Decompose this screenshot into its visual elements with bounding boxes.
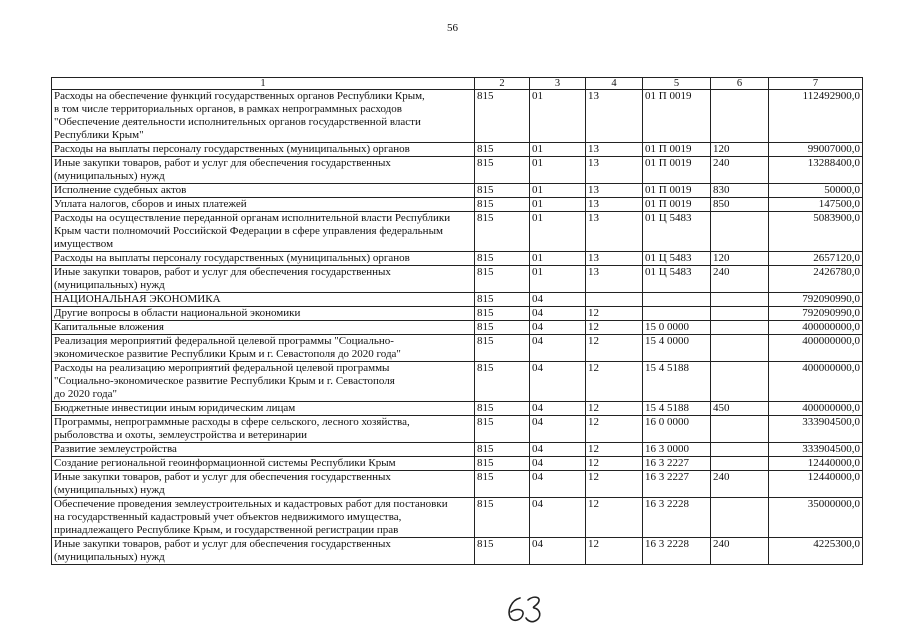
section-code-cell: 04: [530, 538, 586, 565]
amount-cell: 112492900,0: [769, 90, 863, 143]
subsection-code-cell: 12: [586, 457, 643, 471]
amount-cell: 12440000,0: [769, 471, 863, 498]
subsection-code-cell: 13: [586, 252, 643, 266]
target-article-cell: 01 П 0019: [643, 90, 711, 143]
table-row: [52, 335, 863, 362]
subsection-code-cell: 13: [586, 266, 643, 293]
row-name-cell: Иные закупки товаров, работ и услуг для обеспечения государственных (муниципальных) нужд: [52, 538, 475, 565]
target-article-cell: 01 Ц 5483: [643, 252, 711, 266]
ministry-code-cell: 815: [475, 498, 530, 538]
table-row: [52, 443, 863, 457]
expense-type-cell: 450: [711, 402, 769, 416]
target-article-cell: 15 4 5188: [643, 402, 711, 416]
table-row: [52, 457, 863, 471]
target-article-cell: 01 П 0019: [643, 143, 711, 157]
table-row: [52, 143, 863, 157]
section-code-cell: 01: [530, 212, 586, 252]
expense-type-cell: 120: [711, 143, 769, 157]
expense-type-cell: 120: [711, 252, 769, 266]
section-code-cell: 01: [530, 184, 586, 198]
amount-cell: 147500,0: [769, 198, 863, 212]
table-row: [52, 362, 863, 402]
row-name-cell: Создание региональной геоинформационной системы Республики Крым: [52, 457, 475, 471]
header-row: [52, 78, 863, 90]
target-article-cell: 15 4 5188: [643, 362, 711, 402]
subsection-code-cell: 12: [586, 443, 643, 457]
ministry-code-cell: 815: [475, 362, 530, 402]
target-article-cell: 01 П 0019: [643, 157, 711, 184]
target-article-cell: 16 3 2227: [643, 457, 711, 471]
target-article-cell: 16 3 2228: [643, 538, 711, 565]
ministry-code-cell: 815: [475, 471, 530, 498]
ministry-code-cell: 815: [475, 293, 530, 307]
table-row: [52, 538, 863, 565]
section-code-cell: 04: [530, 471, 586, 498]
table-row: [52, 471, 863, 498]
expense-type-cell: 240: [711, 266, 769, 293]
ministry-code-cell: 815: [475, 157, 530, 184]
expense-type-cell: 240: [711, 157, 769, 184]
table-row: [52, 198, 863, 212]
ministry-code-cell: 815: [475, 538, 530, 565]
subsection-code-cell: 13: [586, 143, 643, 157]
subsection-code-cell: 12: [586, 538, 643, 565]
expense-type-cell: 830: [711, 184, 769, 198]
ministry-code-cell: 815: [475, 443, 530, 457]
section-code-cell: 04: [530, 335, 586, 362]
section-code-cell: 01: [530, 266, 586, 293]
expense-type-cell: [711, 416, 769, 443]
subsection-code-cell: 12: [586, 471, 643, 498]
ministry-code-cell: 815: [475, 402, 530, 416]
target-article-cell: 01 П 0019: [643, 184, 711, 198]
target-article-cell: 01 Ц 5483: [643, 266, 711, 293]
row-name-cell: Программы, непрограммные расходы в сфере сельского, лесного хозяйства, рыболовства и охоты, землеустройства и ветеринарии: [52, 416, 475, 443]
row-name-cell: Расходы на реализацию мероприятий федеральной целевой программы "Социально-экономическое развитие Республики Крым и г. Севастополя до 2020 года": [52, 362, 475, 402]
table-row: [52, 252, 863, 266]
subsection-code-cell: 13: [586, 90, 643, 143]
table-row: [52, 402, 863, 416]
amount-cell: 12440000,0: [769, 457, 863, 471]
amount-cell: 400000000,0: [769, 321, 863, 335]
section-code-cell: 01: [530, 157, 586, 184]
expense-type-cell: [711, 498, 769, 538]
section-code-cell: 04: [530, 498, 586, 538]
amount-cell: 333904500,0: [769, 443, 863, 457]
subsection-code-cell: 12: [586, 335, 643, 362]
amount-cell: 99007000,0: [769, 143, 863, 157]
expense-type-cell: [711, 457, 769, 471]
subsection-code-cell: 13: [586, 157, 643, 184]
row-name-cell: Капитальные вложения: [52, 321, 475, 335]
row-name-cell: Уплата налогов, сборов и иных платежей: [52, 198, 475, 212]
expense-type-cell: 850: [711, 198, 769, 212]
target-article-cell: 01 Ц 5483: [643, 212, 711, 252]
amount-cell: 792090990,0: [769, 293, 863, 307]
row-name-cell: Развитие землеустройства: [52, 443, 475, 457]
row-name-cell: Иные закупки товаров, работ и услуг для обеспечения государственных (муниципальных) нужд: [52, 471, 475, 498]
section-code-cell: 04: [530, 443, 586, 457]
ministry-code-cell: 815: [475, 335, 530, 362]
table-row: [52, 321, 863, 335]
table-row: [52, 498, 863, 538]
expense-type-cell: [711, 212, 769, 252]
ministry-code-cell: 815: [475, 416, 530, 443]
table-row: [52, 184, 863, 198]
row-name-cell: Другие вопросы в области национальной экономики: [52, 307, 475, 321]
table-row: [52, 293, 863, 307]
header-cell: 7: [769, 78, 863, 90]
amount-cell: 400000000,0: [769, 362, 863, 402]
ministry-code-cell: 815: [475, 90, 530, 143]
target-article-cell: [643, 293, 711, 307]
expense-type-cell: 240: [711, 538, 769, 565]
section-code-cell: 01: [530, 252, 586, 266]
row-name-cell: НАЦИОНАЛЬНАЯ ЭКОНОМИКА: [52, 293, 475, 307]
table-row: [52, 157, 863, 184]
table-row: [52, 90, 863, 143]
amount-cell: 4225300,0: [769, 538, 863, 565]
amount-cell: 400000000,0: [769, 402, 863, 416]
row-name-cell: Расходы на осуществление переданной органам исполнительной власти Республики Крым части полномочий Российской Федерации в сфере управления федеральным имуществом: [52, 212, 475, 252]
row-name-cell: Расходы на обеспечение функций государственных органов Республики Крым, в том числе территориальных органов, в рамках непрограммных расходов "Обеспечение деятельности исполнительных органов государственной власти Республики Крым": [52, 90, 475, 143]
section-code-cell: 04: [530, 457, 586, 471]
target-article-cell: 16 0 0000: [643, 416, 711, 443]
handwritten-page-number: [498, 590, 558, 626]
expense-type-cell: [711, 90, 769, 143]
amount-cell: 333904500,0: [769, 416, 863, 443]
section-code-cell: 04: [530, 402, 586, 416]
target-article-cell: 16 3 2227: [643, 471, 711, 498]
amount-cell: 400000000,0: [769, 335, 863, 362]
section-code-cell: 01: [530, 90, 586, 143]
amount-cell: 792090990,0: [769, 307, 863, 321]
row-name-cell: Расходы на выплаты персоналу государственных (муниципальных) органов: [52, 143, 475, 157]
section-code-cell: 04: [530, 321, 586, 335]
subsection-code-cell: [586, 293, 643, 307]
section-code-cell: 04: [530, 362, 586, 402]
section-code-cell: 01: [530, 198, 586, 212]
target-article-cell: 16 3 2228: [643, 498, 711, 538]
row-name-cell: Исполнение судебных актов: [52, 184, 475, 198]
subsection-code-cell: 13: [586, 198, 643, 212]
subsection-code-cell: 13: [586, 212, 643, 252]
expense-type-cell: [711, 307, 769, 321]
subsection-code-cell: 12: [586, 321, 643, 335]
row-name-cell: Иные закупки товаров, работ и услуг для обеспечения государственных (муниципальных) нужд: [52, 157, 475, 184]
amount-cell: 2657120,0: [769, 252, 863, 266]
header-cell: 1: [52, 78, 475, 90]
target-article-cell: 16 3 0000: [643, 443, 711, 457]
section-code-cell: 01: [530, 143, 586, 157]
subsection-code-cell: 13: [586, 184, 643, 198]
section-code-cell: 04: [530, 416, 586, 443]
subsection-code-cell: 12: [586, 402, 643, 416]
amount-cell: 2426780,0: [769, 266, 863, 293]
table-body: [52, 90, 863, 565]
target-article-cell: 15 0 0000: [643, 321, 711, 335]
ministry-code-cell: 815: [475, 143, 530, 157]
table-row: [52, 212, 863, 252]
ministry-code-cell: 815: [475, 266, 530, 293]
ministry-code-cell: 815: [475, 198, 530, 212]
ministry-code-cell: 815: [475, 184, 530, 198]
subsection-code-cell: 12: [586, 416, 643, 443]
header-cell: 2: [475, 78, 530, 90]
expense-type-cell: [711, 335, 769, 362]
header-cell: 5: [643, 78, 711, 90]
budget-table: [51, 77, 863, 565]
section-code-cell: 04: [530, 293, 586, 307]
expense-type-cell: [711, 293, 769, 307]
amount-cell: 35000000,0: [769, 498, 863, 538]
row-name-cell: Бюджетные инвестиции иным юридическим лицам: [52, 402, 475, 416]
page-number: 56: [447, 22, 458, 34]
expense-type-cell: [711, 321, 769, 335]
row-name-cell: Обеспечение проведения землеустроительных и кадастровых работ для постановки на государственный кадастровый учет объектов недвижимого имущества, принадлежащего Республике Крым, и государственной регистрации прав: [52, 498, 475, 538]
header-cell: 3: [530, 78, 586, 90]
amount-cell: 13288400,0: [769, 157, 863, 184]
row-name-cell: Иные закупки товаров, работ и услуг для обеспечения государственных (муниципальных) нужд: [52, 266, 475, 293]
target-article-cell: 15 4 0000: [643, 335, 711, 362]
table-row: [52, 266, 863, 293]
target-article-cell: 01 П 0019: [643, 198, 711, 212]
header-cell: 6: [711, 78, 769, 90]
subsection-code-cell: 12: [586, 362, 643, 402]
section-code-cell: 04: [530, 307, 586, 321]
amount-cell: 50000,0: [769, 184, 863, 198]
ministry-code-cell: 815: [475, 457, 530, 471]
ministry-code-cell: 815: [475, 252, 530, 266]
row-name-cell: Реализация мероприятий федеральной целевой программы "Социально- экономическое развитие Республики Крым и г. Севастополя до 2020 года": [52, 335, 475, 362]
header-cell: 4: [586, 78, 643, 90]
expense-type-cell: 240: [711, 471, 769, 498]
amount-cell: 5083900,0: [769, 212, 863, 252]
expense-type-cell: [711, 362, 769, 402]
expense-type-cell: [711, 443, 769, 457]
target-article-cell: [643, 307, 711, 321]
table-row: [52, 307, 863, 321]
ministry-code-cell: 815: [475, 212, 530, 252]
subsection-code-cell: 12: [586, 307, 643, 321]
table-row: [52, 416, 863, 443]
ministry-code-cell: 815: [475, 307, 530, 321]
row-name-cell: Расходы на выплаты персоналу государственных (муниципальных) органов: [52, 252, 475, 266]
subsection-code-cell: 12: [586, 498, 643, 538]
ministry-code-cell: 815: [475, 321, 530, 335]
